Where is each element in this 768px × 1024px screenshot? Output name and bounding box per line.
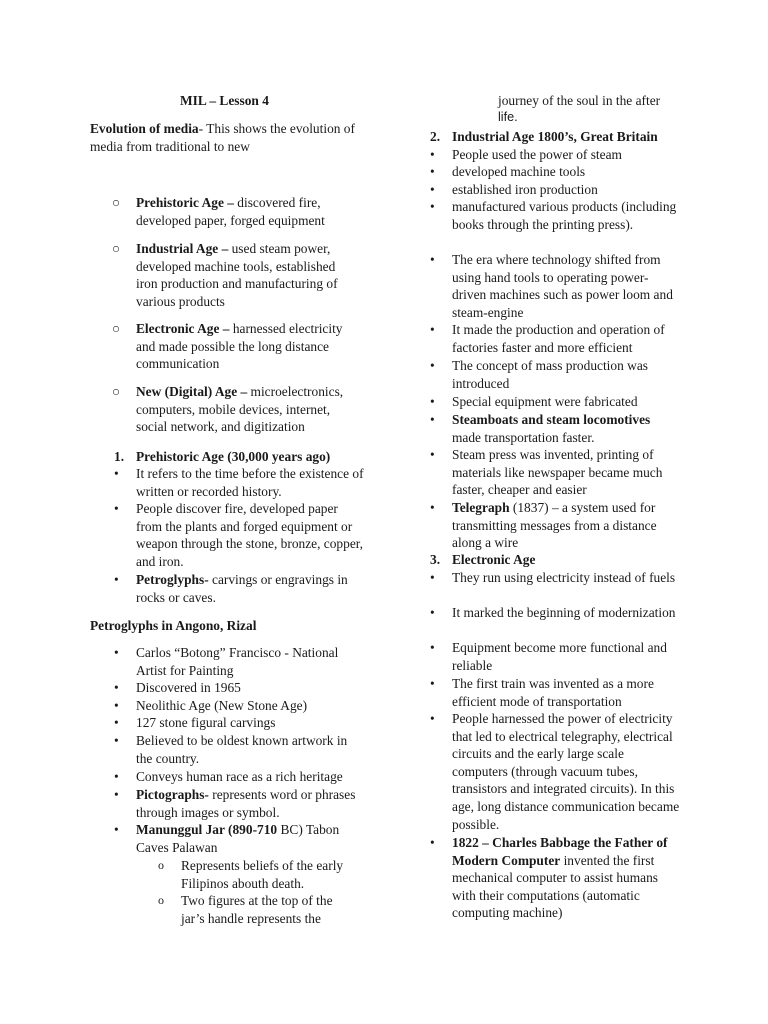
bullet-icon: • (430, 394, 435, 409)
bullet-icon: • (430, 676, 435, 691)
bullet-icon: • (430, 182, 435, 197)
list-item: • Petroglyphs- carvings or engravings in rocks or caves. (114, 572, 348, 605)
section-title: Industrial Age 1800’s, Great Britain (452, 129, 658, 144)
age-item-industrial (112, 240, 357, 310)
bullet-icon: • (430, 640, 435, 655)
list-item: • They run using electricity instead of fuels (430, 570, 676, 585)
list-item: • The era where technology shifted from using hand tools to operating power-driven machines such as power loom and steam-engine (430, 252, 673, 320)
list-item: • Pictographs- represents word or phrases through images or symbol. (114, 787, 356, 820)
list-item: • Manunggul Jar (890-710 BC) Tabon Caves Palawan (114, 822, 340, 855)
section-heading-industrial (430, 128, 680, 146)
bullet-icon: • (114, 769, 119, 784)
sub-list-item: o Two figures at the top of the jar’s handle represents the (158, 893, 333, 926)
list-item: • The concept of mass production was introduced (430, 358, 648, 391)
list-item: • Believed to be oldest known artwork in the country. (114, 733, 348, 766)
list-item: • Telegraph (1837) – a system used for transmitting messages from a distance along a wire (430, 500, 657, 551)
circle-bullet-icon: ○ (112, 384, 121, 399)
bullet-icon: • (430, 605, 435, 620)
list-item: • Steam press was invented, printing of materials like newspaper became much faster, cheaper and easier (430, 447, 663, 498)
age-name: Electronic Age – (136, 321, 230, 336)
list-item: • manufactured various products (including books through the printing press). (430, 199, 677, 232)
bullet-icon: • (430, 252, 435, 267)
list-item: • It refers to the time before the existence of written or recorded history. (114, 466, 364, 499)
section-heading-electronic (430, 551, 680, 569)
age-item-prehistoric (112, 194, 357, 229)
sub-bullet-icon: o (158, 858, 164, 872)
list-item: • Equipment become more functional and reliable (430, 640, 667, 673)
list-item: • Discovered in 1965 (114, 680, 241, 695)
list-item: • Steamboats and steam locomotives made transportation faster. (430, 412, 651, 445)
bullet-icon: • (114, 680, 119, 695)
list-item: • Conveys human race as a rich heritage (114, 769, 343, 784)
continuation-line: journey of the soul in the after (498, 93, 661, 108)
list-item: • Carlos “Botong” Francisco - National Artist for Painting (114, 645, 339, 678)
age-description: used steam power, developed machine tools, established iron production and manufacturing of various products (136, 241, 338, 309)
age-name: New (Digital) Age – (136, 384, 248, 399)
bullet-icon: • (114, 787, 119, 802)
list-item: • People harnessed the power of electricity that led to electrical telegraphy, electrical circuits and the early large scale computers (through vacuum tubes, transistors and integrated circuits). In this age, long distance communication became possible. (430, 711, 680, 832)
age-name: Industrial Age – (136, 241, 229, 256)
bullet-icon: • (430, 147, 435, 162)
bullet-icon: • (114, 572, 119, 587)
bullet-icon: • (430, 447, 435, 462)
list-item: • The first train was invented as a more efficient mode of transportation (430, 676, 654, 709)
petroglyphs-heading: Petroglyphs in Angono, Rizal (90, 618, 257, 633)
list-item: • 1822 – Charles Babbage the Father of Modern Computer invented the first mechanical computer to assist humans with their computations (automatic computing machine) (430, 835, 668, 921)
intro-paragraph (90, 120, 365, 155)
list-item: • established iron production (430, 182, 598, 197)
circle-bullet-icon: ○ (112, 321, 121, 336)
bullet-icon: • (114, 698, 119, 713)
document-title: MIL – Lesson 4 (180, 93, 269, 108)
list-item: • People discover fire, developed paper from the plants and forged equipment or weapon through the stone, bronze, copper, and iron. (114, 501, 364, 569)
list-item: • It marked the beginning of modernization (430, 605, 676, 620)
bullet-icon: • (430, 199, 435, 214)
section-title: Electronic Age (452, 552, 536, 567)
list-item: • Neolithic Age (New Stone Age) (114, 698, 308, 713)
age-description: microelectronics, computers, mobile devices, internet, social network, and digitization (136, 384, 344, 435)
list-item: • Special equipment were fabricated (430, 394, 638, 409)
bullet-icon: • (430, 570, 435, 585)
bullet-icon: • (430, 412, 435, 427)
continuation-line: life. (498, 110, 518, 124)
section-title: Prehistoric Age (30,000 years ago) (136, 449, 331, 464)
intro-term: Evolution of media (90, 121, 199, 136)
bullet-icon: • (430, 711, 435, 726)
bullet-icon: • (430, 164, 435, 179)
bullet-icon: • (114, 822, 119, 837)
bullet-icon: • (114, 466, 119, 481)
bullet-icon: • (114, 501, 119, 516)
section-heading-prehistoric (114, 448, 374, 466)
list-item: • People used the power of steam (430, 147, 622, 162)
bullet-icon: • (430, 322, 435, 337)
age-name: Prehistoric Age – (136, 195, 234, 210)
age-item-electronic (112, 320, 357, 373)
sub-list-item: o Represents beliefs of the early Filipinos abouth death. (158, 858, 344, 891)
intro-definition: - This shows the evolution of media from traditional to new (90, 121, 355, 154)
bullet-icon: • (114, 645, 119, 660)
circle-bullet-icon: ○ (112, 241, 121, 256)
circle-bullet-icon: ○ (112, 195, 121, 210)
bullet-icon: • (114, 733, 119, 748)
age-description: harnessed electricity and made possible the long distance communication (136, 321, 343, 372)
bullet-icon: • (430, 500, 435, 515)
age-description: discovered fire, developed paper, forged equipment (136, 195, 325, 228)
list-item: • developed machine tools (430, 164, 586, 179)
list-item: • It made the production and operation of factories faster and more efficient (430, 322, 665, 355)
section-number: 1. (114, 449, 125, 464)
age-item-digital (112, 383, 357, 436)
bullet-icon: • (430, 835, 435, 850)
bullet-icon: • (430, 358, 435, 373)
sub-bullet-icon: o (158, 893, 164, 907)
section-number: 3. (430, 552, 441, 567)
section-number: 2. (430, 129, 441, 144)
list-item: • 127 stone figural carvings (114, 715, 276, 730)
bullet-icon: • (114, 715, 119, 730)
